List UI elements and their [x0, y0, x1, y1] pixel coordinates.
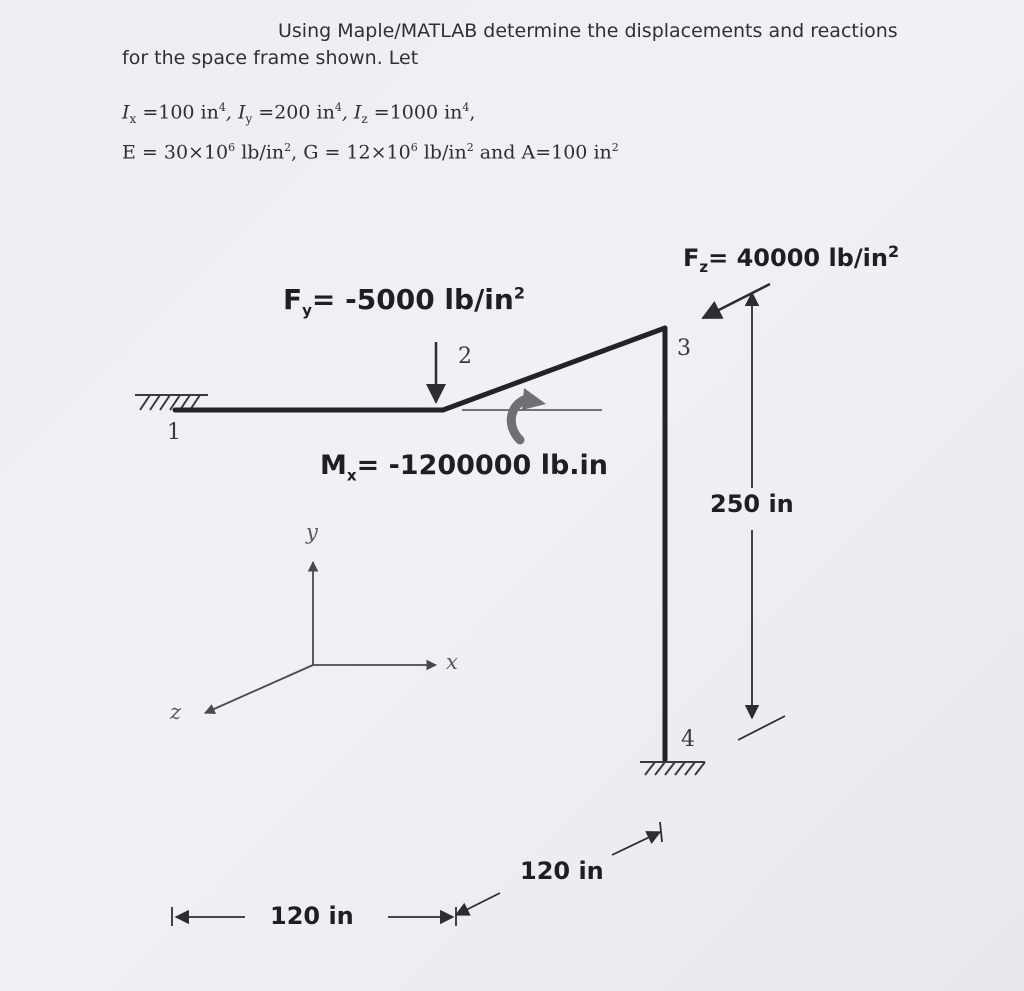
dimension-label-height: 250 in — [710, 490, 794, 518]
problem-line-1: Using Maple/MATLAB determine the displacements and reactions — [278, 20, 898, 42]
frame-members — [175, 328, 665, 760]
node-label-1: 1 — [167, 420, 181, 445]
axis-label-x: x — [446, 650, 458, 674]
member-2-3 — [443, 328, 665, 410]
fy-load-label: $F_y= -5000$ $lb/in^2$ — [283, 283, 525, 320]
coordinate-axes — [205, 562, 436, 713]
dimension-label-span-x: 120 in — [270, 902, 354, 930]
material-properties: $E = 30\times 10^6$ $lb/in^2$, $G = 12\times 10^6$ $lb/in^2$ and A=100 $in^2$ — [122, 141, 619, 164]
fixed-support-node-4 — [640, 762, 705, 775]
dimension-label-span-z: 120 in — [520, 857, 604, 885]
moments-of-inertia: $I_x =100$ $in^4$, $I_y =200$ $in^4$, $I_z =1000$ $in^4$, — [122, 101, 476, 127]
problem-line-2: for the space frame shown. Let — [122, 47, 419, 69]
fz-load-label: $F_z= 40000$ $lb/in^2$ — [683, 242, 900, 276]
node-label-2: 2 — [458, 344, 472, 369]
mx-moment-label: $M_x= -1200000$ lb.in — [320, 450, 609, 485]
fz-load-arrow — [703, 284, 770, 318]
node-label-3: 3 — [677, 336, 691, 361]
z-axis-line — [205, 665, 313, 713]
node-label-4: 4 — [681, 727, 695, 752]
axis-label-y: y — [306, 520, 318, 544]
axis-label-z: z — [170, 700, 182, 724]
